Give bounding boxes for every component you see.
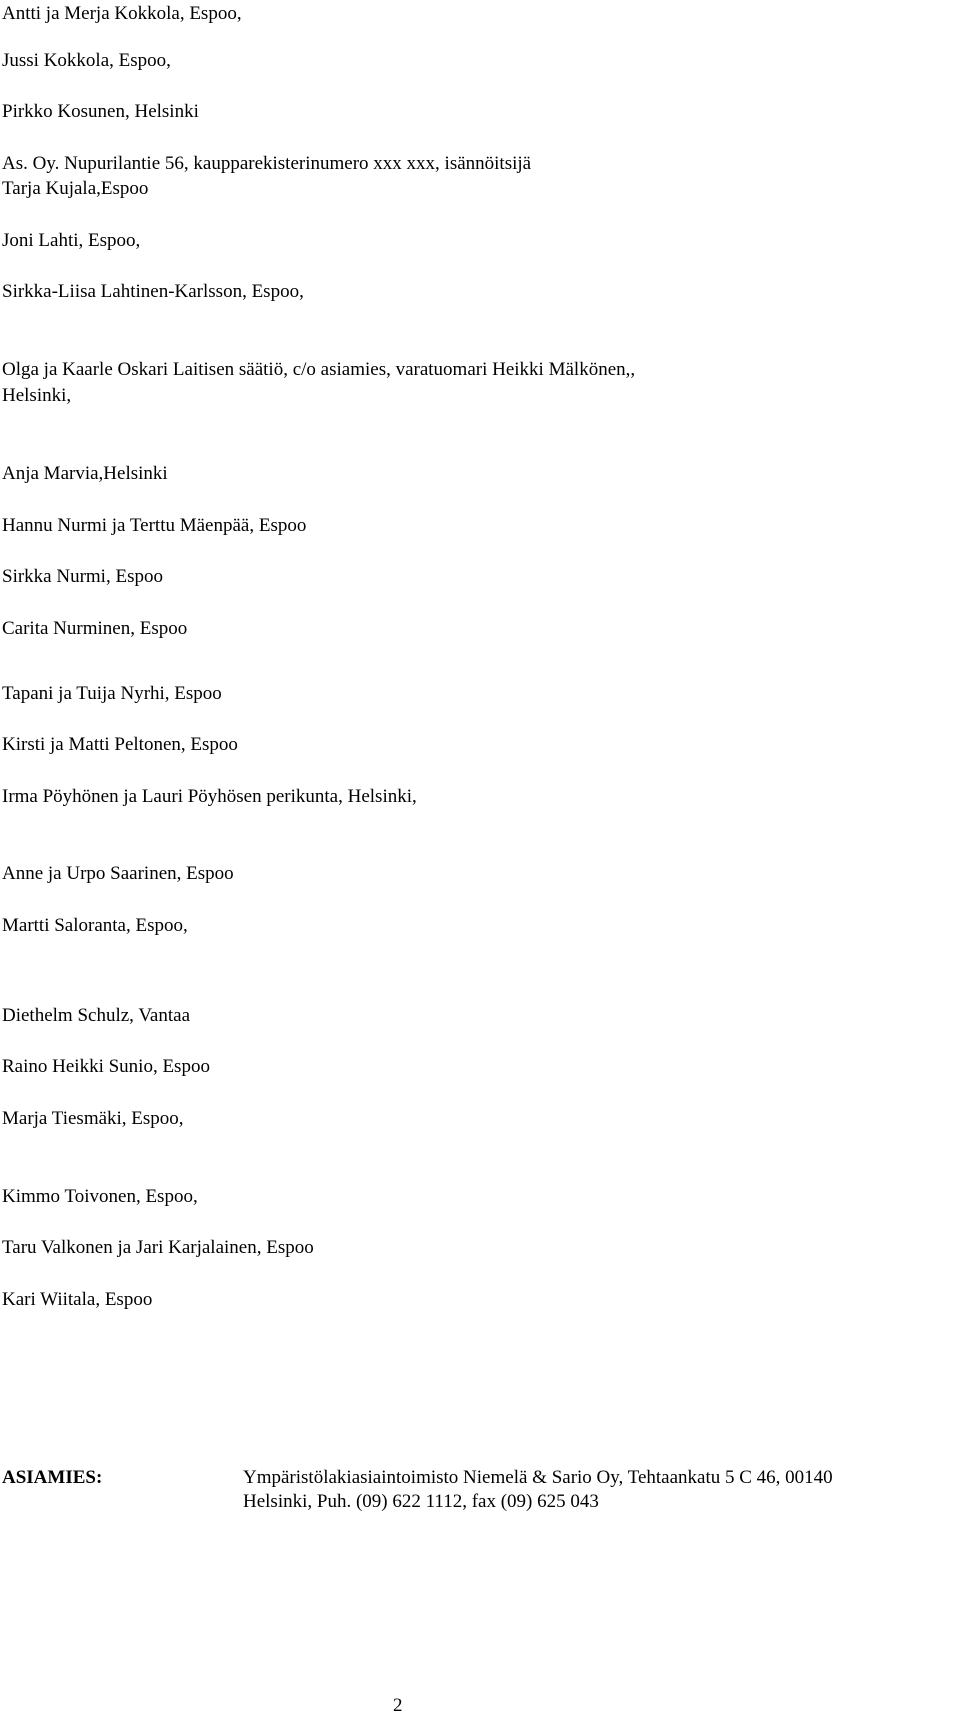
entry-line: Tarja Kujala,Espoo (2, 178, 149, 199)
agent-details-line-2: Helsinki, Puh. (09) 622 1112, fax (09) 625 043 (243, 1491, 599, 1512)
entry-line: Kimmo Toivonen, Espoo, (2, 1186, 198, 1207)
entry-line: Pirkko Kosunen, Helsinki (2, 101, 199, 122)
agent-details-line-1: Ympäristölakiasiaintoimisto Niemelä & Sario Oy, Tehtaankatu 5 C 46, 00140 (243, 1467, 833, 1488)
entry-line: Tapani ja Tuija Nyrhi, Espoo (2, 683, 222, 704)
agent-details (243, 1466, 833, 1514)
entry-line: Joni Lahti, Espoo, (2, 230, 141, 251)
entry-line: Helsinki, (2, 385, 72, 406)
entry-line: Antti ja Merja Kokkola, Espoo, (2, 3, 242, 24)
entry-line: Anne ja Urpo Saarinen, Espoo (2, 863, 234, 884)
entry-line: Carita Nurminen, Espoo (2, 618, 188, 639)
entry-line: Kirsti ja Matti Peltonen, Espoo (2, 734, 238, 755)
entry-line: Anja Marvia,Helsinki (2, 463, 168, 484)
entry-line: Sirkka-Liisa Lahtinen-Karlsson, Espoo, (2, 281, 304, 302)
entry-line: Olga ja Kaarle Oskari Laitisen säätiö, c/o asiamies, varatuomari Heikki Mälkönen,, (2, 359, 636, 380)
entry-line: Jussi Kokkola, Espoo, (2, 50, 171, 71)
entry-line: Taru Valkonen ja Jari Karjalainen, Espoo (2, 1237, 314, 1258)
entry-line: Marja Tiesmäki, Espoo, (2, 1108, 184, 1129)
entry-line: Raino Heikki Sunio, Espoo (2, 1056, 210, 1077)
entry-line: As. Oy. Nupurilantie 56, kaupparekisterinumero xxx xxx, isännöitsijä (2, 153, 532, 174)
entry-line: Sirkka Nurmi, Espoo (2, 566, 163, 587)
entry-line: Hannu Nurmi ja Terttu Mäenpää, Espoo (2, 515, 307, 536)
entry-line: Diethelm Schulz, Vantaa (2, 1005, 191, 1026)
entry-line: Irma Pöyhönen ja Lauri Pöyhösen perikunta, Helsinki, (2, 786, 417, 807)
agent-label: ASIAMIES: (2, 1467, 103, 1488)
entry-line: Kari Wiitala, Espoo (2, 1289, 153, 1310)
entry-line: Martti Saloranta, Espoo, (2, 915, 188, 936)
page-number: 2 (393, 1695, 403, 1716)
